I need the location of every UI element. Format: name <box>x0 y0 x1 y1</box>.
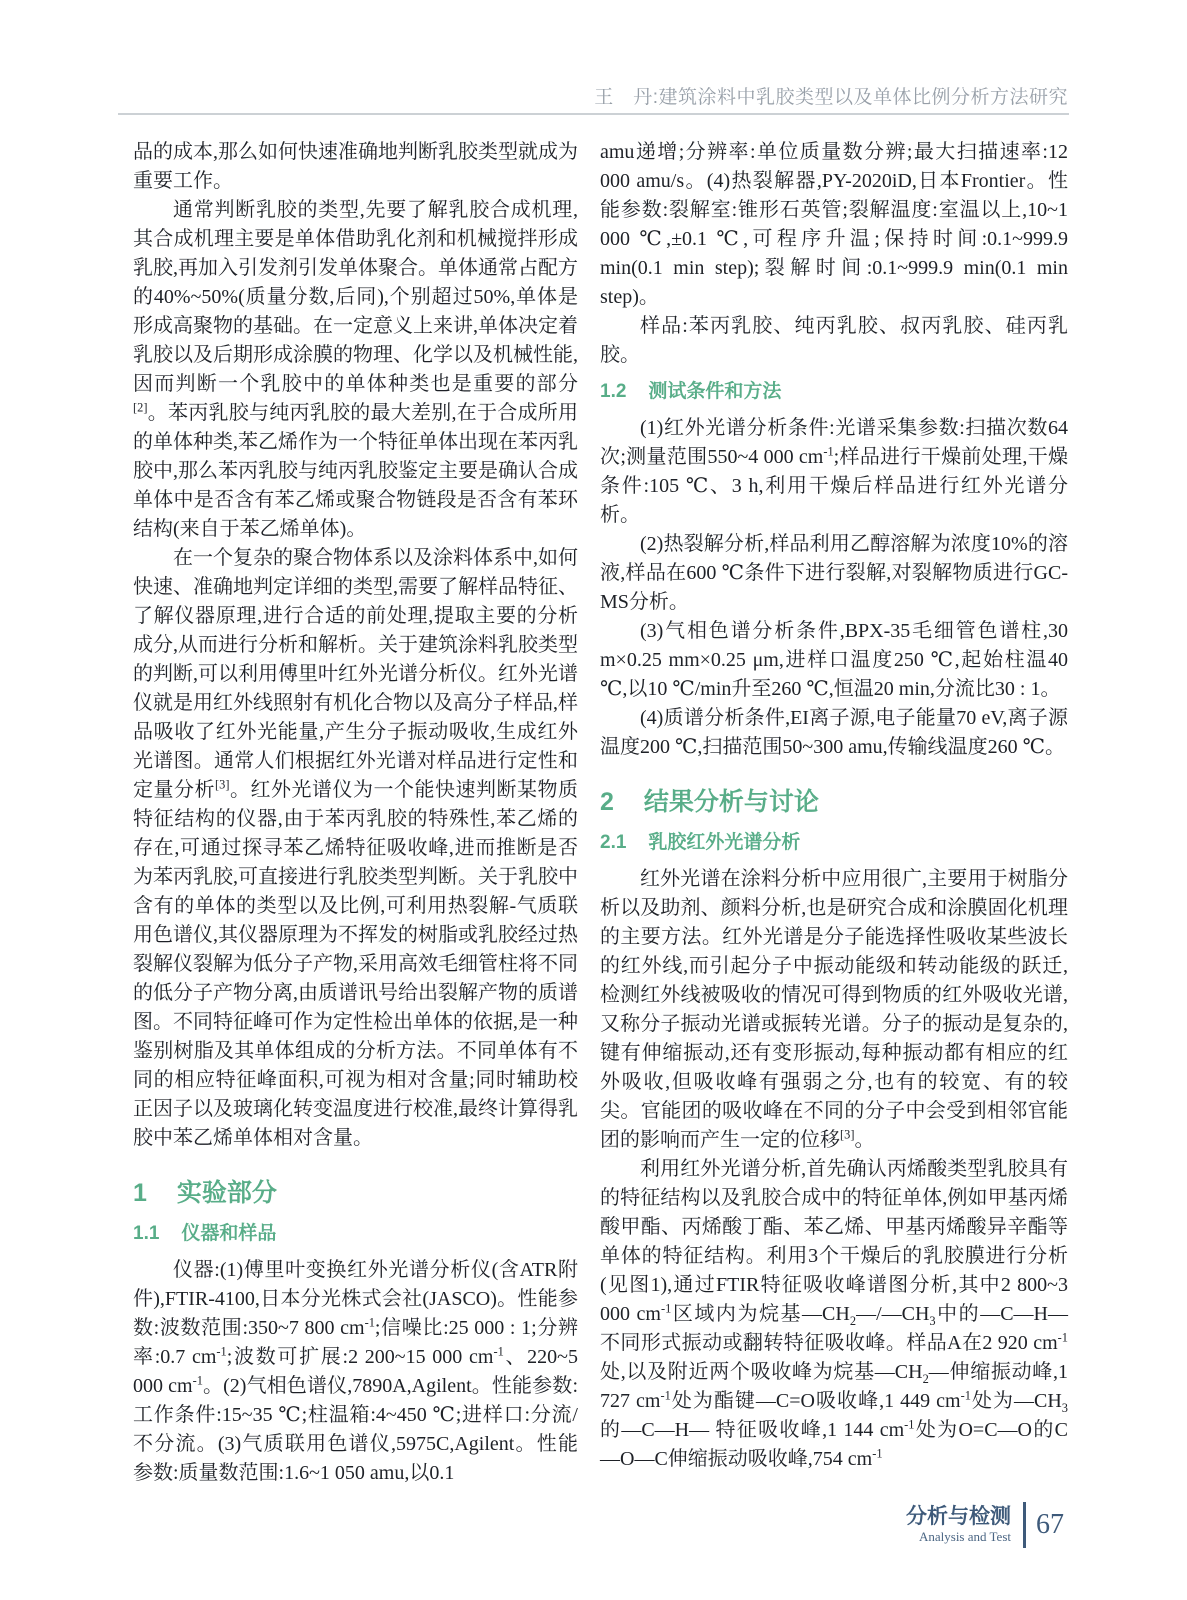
journal-name <box>906 1505 1011 1545</box>
paragraph: (3)气相色谱分析条件,BPX-35毛细管色谱柱,30 m×0.25 mm×0.25 μm,进样口温度250 ℃,起始柱温40 ℃,以10 ℃/min升至260 ℃,恒温20 min,分流比30 : 1。 <box>600 620 1068 700</box>
subsection-heading-1-2 <box>600 379 1068 405</box>
page-number: 67 <box>1036 1509 1064 1540</box>
subsection-heading-2-1 <box>600 830 1068 856</box>
section-title: 结果分析与讨论 <box>643 788 819 816</box>
paragraph: 样品:苯丙乳胶、纯丙乳胶、叔丙乳胶、硅丙乳胶。 <box>600 315 1068 366</box>
paragraph: 在一个复杂的聚合物体系以及涂料体系中,如何快速、准确地判定详细的类型,需要了解样品特征、了解仪器原理,进行合适的前处理,提取主要的分析成分,从而进行分析和解析。关于建筑涂料乳胶类型的判断,可以利用傅里叶红外光谱分析仪。红外光谱仪就是用红外线照射有机化合物以及高分子样品,样品吸收了红外光能量,产生分子振动吸收,生成红外光谱图。通常人们根据红外光谱对样品进行定性和定量分析[3]。红外光谱仪为一个能快速判断某物质特征结构的仪器,由于苯丙乳胶的特殊性,苯乙烯的存在,可通过探寻苯乙烯特征吸收峰,进而推断是否为苯丙乳胶,可直接进行乳胶类型判断。关于乳胶中含有的单体的类型以及比例,可利用热裂解-气质联用色谱仪,其仪器原理为不挥发的树脂或乳胶经过热裂解仪裂解为低分子产物,采用高效毛细管柱将不同的低分子产物分离,由质谱讯号给出裂解产物的质谱图。不同特征峰可作为定性检出单体的依据,是一种鉴别树脂及其单体组成的分析方法。不同单体有不同的相应特征峰面积,可视为相对含量;同时辅助校正因子以及玻璃化转变温度进行校准,最终计算得乳胶中苯乙烯单体相对含量。 <box>133 547 579 1149</box>
paragraph: (2)热裂解分析,样品利用乙醇溶解为浓度10%的溶液,样品在600 ℃条件下进行裂解,对裂解物质进行GC-MS分析。 <box>600 533 1068 613</box>
section-title: 测试条件和方法 <box>648 381 782 402</box>
section-number: 1.2 <box>600 381 627 402</box>
section-title: 实验部分 <box>176 1179 277 1207</box>
section-title: 乳胶红外光谱分析 <box>648 832 801 853</box>
header-rule <box>118 113 1069 115</box>
section-title: 仪器和样品 <box>181 1223 277 1244</box>
paragraph: 利用红外光谱分析,首先确认丙烯酸类型乳胶具有的特征结构以及乳胶合成中的特征单体,例如甲基丙烯酸甲酯、丙烯酸丁酯、苯乙烯、甲基丙烯酸异辛酯等单体的特征结构。利用3个干燥后的乳胶膜进行分析(见图1),通过FTIR特征吸收峰谱图分析,其中2 800~3 000 $cm^{-1}$区域内为烷基$—CH_2—/—CH_3$中的—C—H—不同形式振动或翻转特征吸收峰。样品A在2 920 $cm^{-1}$处,以及附近两个吸收峰为烷基$—CH_2—$伸缩振动峰,1 727 $cm^{-1}$处为酯键—C=O吸收峰,1 449 $cm^{-1}$处为$—CH_3$的—C—H— 特征吸收峰,1 144 $cm^{-1}$处为O=C—O的C—O—C伸缩振动吸收峰,754 $cm^{-1}$ <box>600 1158 1068 1470</box>
left-column <box>133 138 578 1488</box>
paragraph: (1)红外光谱分析条件:光谱采集参数:扫描次数64次;测量范围550~4 000 $cm^{-1}$;样品进行干燥前处理,干燥条件:105 ℃、3 h,利用干燥后样品进行红外光谱分析。 <box>600 417 1069 526</box>
footer-divider <box>1023 1502 1026 1548</box>
section-number: 2 <box>600 788 614 816</box>
section-heading-1 <box>133 1177 578 1209</box>
running-title: 王 丹:建筑涂料中乳胶类型以及单体比例分析方法研究 <box>594 87 1068 108</box>
journal-name-en: Analysis and Test <box>918 1529 1011 1544</box>
paragraph: 品的成本,那么如何快速准确地判断乳胶类型就成为重要工作。 <box>133 141 578 192</box>
subsection-heading-1-1 <box>133 1221 578 1247</box>
section-number: 1 <box>133 1179 147 1207</box>
section-heading-2 <box>600 786 1068 818</box>
paragraph: 红外光谱在涂料分析中应用很广,主要用于树脂分析以及助剂、颜料分析,也是研究合成和涂膜固化机理的主要方法。红外光谱是分子能选择性吸收某些波长的红外线,而引起分子中振动能级和转动能级的跃迁,检测红外线被吸收的情况可得到物质的红外吸收光谱,又称分子振动光谱或振转光谱。分子的振动是复杂的,键有伸缩振动,还有变形振动,每种振动都有相应的红外吸收,但吸收峰有强弱之分,也有的较宽、有的较尖。官能团的吸收峰在不同的分子中会受到相邻官能团的影响而产生一定的位移[3]。 <box>600 868 1068 1151</box>
paragraph: 通常判断乳胶的类型,先要了解乳胶合成机理,其合成机理主要是单体借助乳化剂和机械搅拌形成乳胶,再加入引发剂引发单体聚合。单体通常占配方的40%~50%(质量分数,后同),个别超过50%,单体是形成高聚物的基础。在一定意义上来讲,单体决定着乳胶以及后期形成涂膜的物理、化学以及机械性能,因而判断一个乳胶中的单体种类也是重要的部分[2]。苯丙乳胶与纯丙乳胶的最大差别,在于合成所用的单体种类,苯乙烯作为一个特征单体出现在苯丙乳胶中,那么苯丙乳胶与纯丙乳胶鉴定主要是确认合成单体中是否含有苯乙烯或聚合物链段是否含有苯环结构(来自于苯乙烯单体)。 <box>133 199 578 540</box>
paragraph: amu递增;分辨率:单位质量数分辨;最大扫描速率:12 000 amu/s。(4)热裂解器,PY-2020iD,日本Frontier。性能参数:裂解室:锥形石英管;裂解温度:室温以上,10~1 000 ℃,±0.1 ℃,可程序升温;保持时间:0.1~999.9 min(0.1 min step);裂解时间:0.1~999.9 min(0.1 min step)。 <box>600 141 1068 308</box>
right-column <box>600 138 1068 1474</box>
section-number: 2.1 <box>600 832 627 853</box>
section-number: 1.1 <box>133 1223 160 1244</box>
journal-name-cn: 分析与检测 <box>906 1505 1011 1528</box>
paragraph: (4)质谱分析条件,EI离子源,电子能量70 eV,离子源温度200 ℃,扫描范围50~300 amu,传输线温度260 ℃。 <box>600 707 1068 758</box>
page-footer <box>906 1502 1064 1548</box>
paragraph: 仪器:(1)傅里叶变换红外光谱分析仪(含ATR附件),FTIR-4100,日本分光株式会社(JASCO)。性能参数:波数范围:350~7 800 $cm^{-1}$;信噪比:25 000 : 1;分辨率:0.7 $cm^{-1}$;波数可扩展:2 200~15 000 $cm^{-1}$、220~5 000 $cm^{-1}$。(2)气相色谱仪,7890A,Agilent。性能参数:工作条件:15~35 ℃;柱温箱:4~450 ℃;进样口:分流/不分流。(3)气质联用色谱仪,5975C,Agilent。性能参数:质量数范围:1.6~1 050 amu,以0.1 <box>133 1259 578 1484</box>
